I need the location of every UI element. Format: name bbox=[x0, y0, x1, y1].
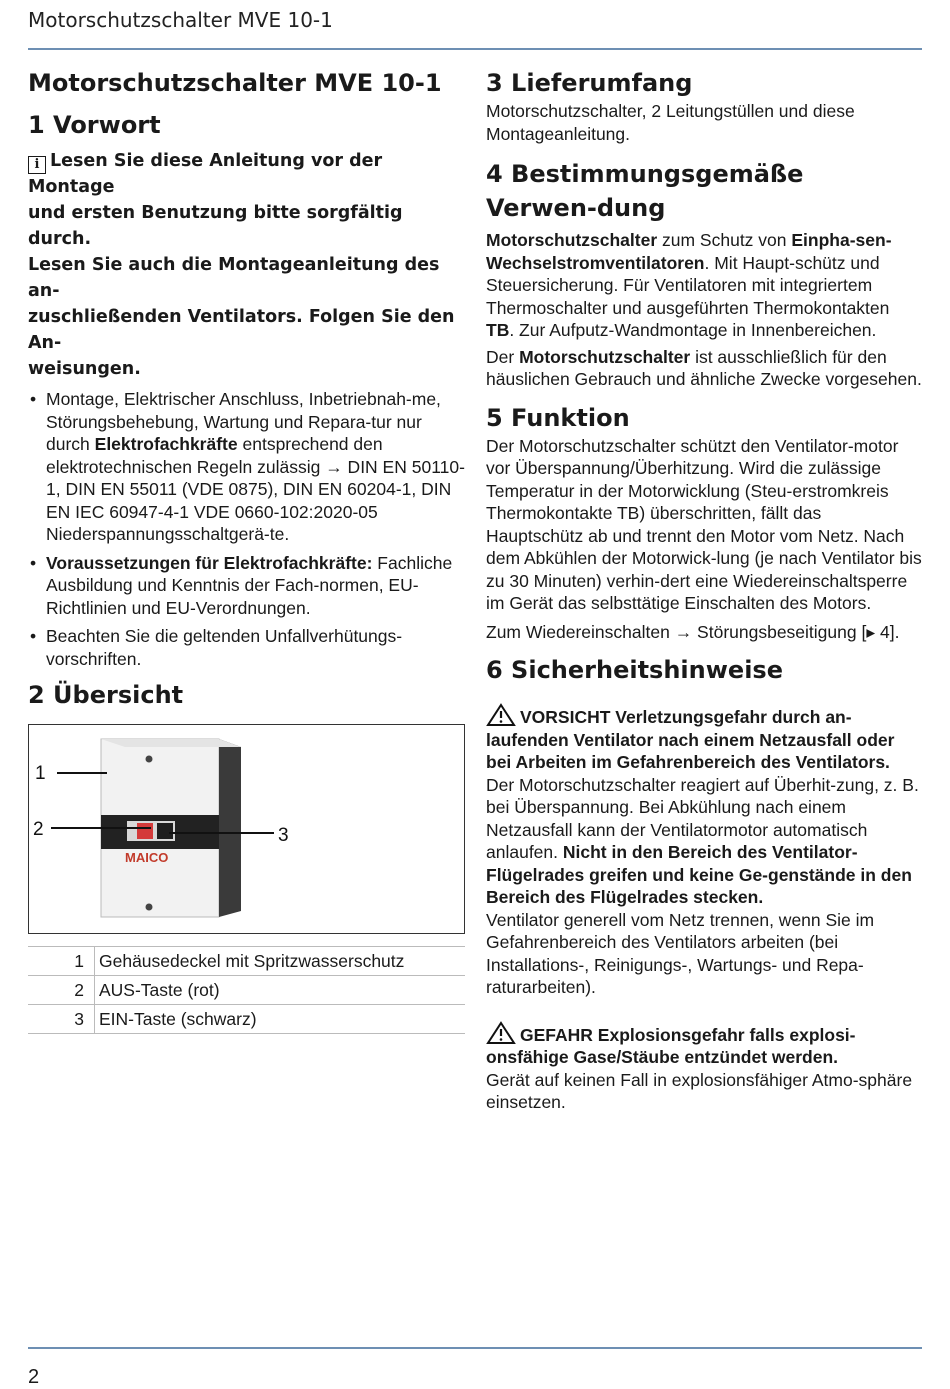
info-icon: i bbox=[28, 156, 46, 174]
header-rule bbox=[28, 48, 922, 50]
section-5-para-1: Der Motorschutzschalter schützt den Ventilator-motor vor Überspannung/Überhitzung. Wird die zulässige Temperatur in der Motorwicklung (Steu-erstromkreis Thermokontakte TB) überschritten, fällt das Hauptschütz ab und trennt den Motor vom Netz. Nach dem Abkühlen der Motorwick-lung (je nach Ventilator bis zu 30 Minuten) verhin-dert eine Wiedereinschaltsperre im Gerät das selbsttätige Einschalten des Motors. bbox=[486, 435, 922, 613]
legend-table bbox=[28, 946, 465, 1034]
section-3-text: Motorschutzschalter, 2 Leitungstüllen und diese Montageanleitung. bbox=[486, 101, 855, 144]
bullet-item: • Beachten Sie die geltenden Unfallverhütungs-vorschriften. bbox=[28, 625, 465, 670]
legend-num: 1 bbox=[28, 947, 95, 976]
brand-logo: MAICO bbox=[125, 850, 169, 865]
warning-triangle-icon bbox=[486, 1021, 516, 1045]
section-2-heading: 2 Übersicht bbox=[28, 681, 184, 709]
section-1-heading: 1 Vorwort bbox=[28, 111, 161, 139]
warning-body: Gerät auf keinen Fall in explosionsfähiger Atmo-sphäre einsetzen. bbox=[486, 1069, 913, 1112]
table-row bbox=[28, 1005, 465, 1034]
legend-num: 3 bbox=[28, 1005, 95, 1034]
notice-line: Lesen Sie auch die Montageanleitung des an- bbox=[28, 255, 440, 301]
legend-text: EIN-Taste (schwarz) bbox=[95, 1005, 466, 1034]
warning-triangle-icon bbox=[486, 703, 516, 727]
section-5-para-2: Zum Wiedereinschalten → Störungsbeseitigung [▸ 4]. bbox=[486, 621, 900, 642]
bullet-item: • Montage, Elektrischer Anschluss, Inbetriebnah-me, Störungsbehebung, Wartung und Repara-tur nur durch Elektrofachkräfte entsprechend den elektrotechnischen Regeln zulässig → DIN EN 50110-1, DIN EN 55011 (VDE 0875), DIN EN 60204-1, DIN EN IEC 60947-4-1 VDE 0660-102:2020-05 Niederspannungsschaltgerä-te. bbox=[28, 388, 465, 546]
notice-line: und ersten Benutzung bitte sorgfältig durch. bbox=[28, 203, 403, 249]
notice-line: Lesen Sie diese Anleitung vor der Montage bbox=[28, 151, 383, 197]
table-row bbox=[28, 947, 465, 976]
section-4-heading: 4 Bestimmungsgemäße Verwen-dung bbox=[486, 160, 804, 222]
callout-2: 2 bbox=[33, 819, 44, 840]
document-title: Motorschutzschalter MVE 10-1 bbox=[28, 69, 442, 97]
device-figure bbox=[28, 724, 465, 934]
preface-bullets bbox=[28, 388, 465, 670]
section-4-para-2: Der Motorschutzschalter ist ausschließlich für den häuslichen Gebrauch und ähnliche Zwecke vorgesehen. bbox=[486, 346, 922, 389]
callout-1: 1 bbox=[35, 763, 46, 784]
legend-num: 2 bbox=[28, 976, 95, 1005]
warning-title: GEFAHR Explosionsgefahr falls explosi-onsfähige Gase/Stäube entzündet werden. bbox=[486, 1024, 856, 1067]
page-number: 2 bbox=[28, 1366, 40, 1388]
legend-text: Gehäusedeckel mit Spritzwasserschutz bbox=[95, 947, 466, 976]
section-3-heading: 3 Lieferumfang bbox=[486, 69, 693, 97]
section-6-heading: 6 Sicherheitshinweise bbox=[486, 656, 783, 684]
running-header: Motorschutzschalter MVE 10-1 bbox=[28, 8, 333, 32]
left-column bbox=[28, 66, 465, 1034]
warning-title: VORSICHT Verletzungsgefahr durch an-laufenden Ventilator nach einem Netzausfall oder bei Arbeiten im Gefahrenbereich des Ventilators. bbox=[486, 707, 895, 772]
warning-caution bbox=[486, 703, 922, 999]
warning-body: Der Motorschutzschalter reagiert auf Überhit-zung, z. B. bei Überspannung. Bei Abkühlung nach einem Netzausfall kann der Ventilatormotor automatisch anlaufen. Nicht in den Bereich des Ventilator-Flügelrades greifen und keine Ge-genstände in den Bereich des Flügelrades stecken. bbox=[486, 774, 919, 907]
right-column bbox=[486, 66, 922, 1114]
notice-line: zuschließenden Ventilators. Folgen Sie den An- bbox=[28, 307, 455, 353]
warning-body: Ventilator generell vom Netz trennen, wenn Sie im Gefahrenbereich des Ventilators arbeiten (bei Installations-, Reinigungs-, Wartungs- und Repa-raturarbeiten). bbox=[486, 909, 875, 997]
callout-3: 3 bbox=[278, 825, 289, 846]
device-illustration bbox=[29, 725, 465, 934]
notice-line: weisungen. bbox=[28, 359, 141, 379]
notice-block bbox=[28, 148, 465, 382]
warning-danger bbox=[486, 1021, 922, 1114]
bullet-item: • Voraussetzungen für Elektrofachkräfte: Fachliche Ausbildung und Kenntnis der Fach-normen, EU-Richtlinien und EU-Verordnungen. bbox=[28, 552, 465, 620]
section-5-heading: 5 Funktion bbox=[486, 403, 630, 432]
legend-text: AUS-Taste (rot) bbox=[95, 976, 466, 1005]
table-row bbox=[28, 976, 465, 1005]
footer-rule bbox=[28, 1347, 922, 1349]
section-4-para-1: Motorschutzschalter zum Schutz von Einpha-sen-Wechselstromventilatoren. Mit Haupt-schütz und Steuersicherung. Für Ventilatoren mit integriertem Thermoschalter und ausgeführten Thermokontakten TB. Zur Aufputz-Wandmontage in Innenbereichen. bbox=[486, 230, 892, 340]
